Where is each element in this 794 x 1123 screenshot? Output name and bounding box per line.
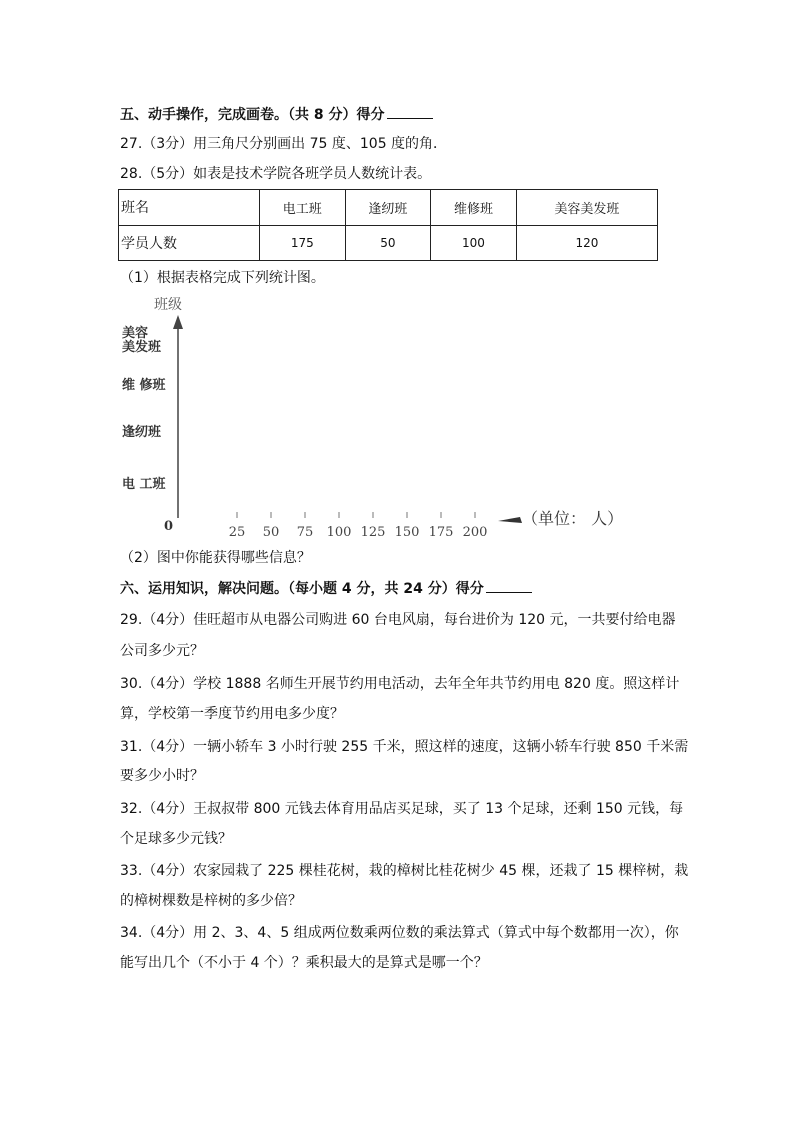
- section6-title: 六、运用知识，解决问题。（每小题 4 分，共 24 分）得分: [120, 578, 532, 599]
- table-cell: 120: [516, 225, 657, 261]
- question-29-cont: 公司多少元？: [120, 643, 204, 659]
- category-label: 逢纫班: [122, 425, 162, 440]
- question-30: 30.（4分）学校 1888 名师生开展节约用电活动，去年全年共节约用电 820 度。照这样计: [120, 676, 680, 692]
- table-cell: 美容美发班: [516, 190, 657, 226]
- question-33-cont: 的樟树棵数是梓树的多少倍？: [120, 893, 302, 909]
- x-tick-label: 150: [394, 525, 420, 540]
- table-cell: 175: [260, 225, 346, 261]
- origin-label: 0: [164, 519, 174, 534]
- x-tick-label: 50: [262, 525, 280, 540]
- section5-title: 五、动手操作，完成画卷。（共 8 分）得分: [120, 104, 433, 125]
- question-27: 27.（3分）用三角尺分别画出 75 度、105 度的角．: [120, 136, 448, 152]
- x-tick-label: 25: [228, 525, 246, 540]
- y-axis-label: 班级: [154, 297, 182, 313]
- question-34-cont: 能写出几个（不小于 4 个）？乘积最大的是算式是哪一个？: [120, 955, 488, 971]
- category-label: 美容: [122, 326, 149, 341]
- category-label: 电 工班: [122, 477, 166, 492]
- question-29: 29.（4分）佳旺超市从电器公司购进 60 台电风扇，每台进价为 120 元，一共要付给电器: [120, 612, 676, 628]
- question-34: 34.（4分）用 2、3、4、5 组成两位数乘两位数的乘法算式（算式中每个数都用一次），你: [120, 925, 679, 941]
- table-cell: 50: [345, 225, 431, 261]
- category-label: 美发班: [122, 340, 162, 355]
- question-33: 33.（4分）农家园栽了 225 棵桂花树，栽的樟树比桂花树少 45 棵，还栽了 15 棵梓树，栽: [120, 863, 689, 879]
- table-header-row: [119, 190, 658, 226]
- table-row: [119, 225, 658, 261]
- table-cell: 班名: [119, 190, 260, 226]
- unit-label: （单位： 人）: [522, 509, 624, 528]
- x-axis-arrow-icon: [498, 517, 522, 523]
- table-cell: 逢纫班: [345, 190, 431, 226]
- question-28-part1: （1）根据表格完成下列统计图。: [120, 270, 325, 286]
- table-cell: 维修班: [431, 190, 517, 226]
- y-axis-arrow-icon: [173, 315, 183, 329]
- question-28: 28.（5分）如表是技术学院各班学员人数统计表。: [120, 166, 432, 182]
- table-cell: 100: [431, 225, 517, 261]
- x-tick-label: 100: [326, 525, 352, 540]
- score-blank[interactable]: [486, 578, 532, 593]
- category-label: 维 修班: [122, 378, 166, 393]
- question-30-cont: 算，学校第一季度节约用电多少度？: [120, 706, 344, 722]
- question-31-cont: 要多少小时？: [120, 768, 204, 784]
- table-cell: 电工班: [260, 190, 346, 226]
- score-blank[interactable]: [387, 104, 433, 119]
- x-tick-label: 125: [360, 525, 386, 540]
- question-31: 31.（4分）一辆小轿车 3 小时行驶 255 千米，照这样的速度，这辆小轿车行驶 850 千米需: [120, 739, 689, 755]
- x-tick-label: 175: [428, 525, 454, 540]
- question-32: 32.（4分）王叔叔带 800 元钱去体育用品店买足球，买了 13 个足球，还剩 150 元钱，每: [120, 801, 684, 817]
- table-cell: 学员人数: [119, 225, 260, 261]
- question-28-part2: （2）图中你能获得哪些信息？: [120, 550, 311, 566]
- question-32-cont: 个足球多少元钱？: [120, 831, 232, 847]
- bar-chart: [118, 293, 678, 541]
- x-tick-label: 200: [462, 525, 488, 540]
- x-tick-label: 75: [296, 525, 314, 540]
- stats-table: [118, 189, 658, 261]
